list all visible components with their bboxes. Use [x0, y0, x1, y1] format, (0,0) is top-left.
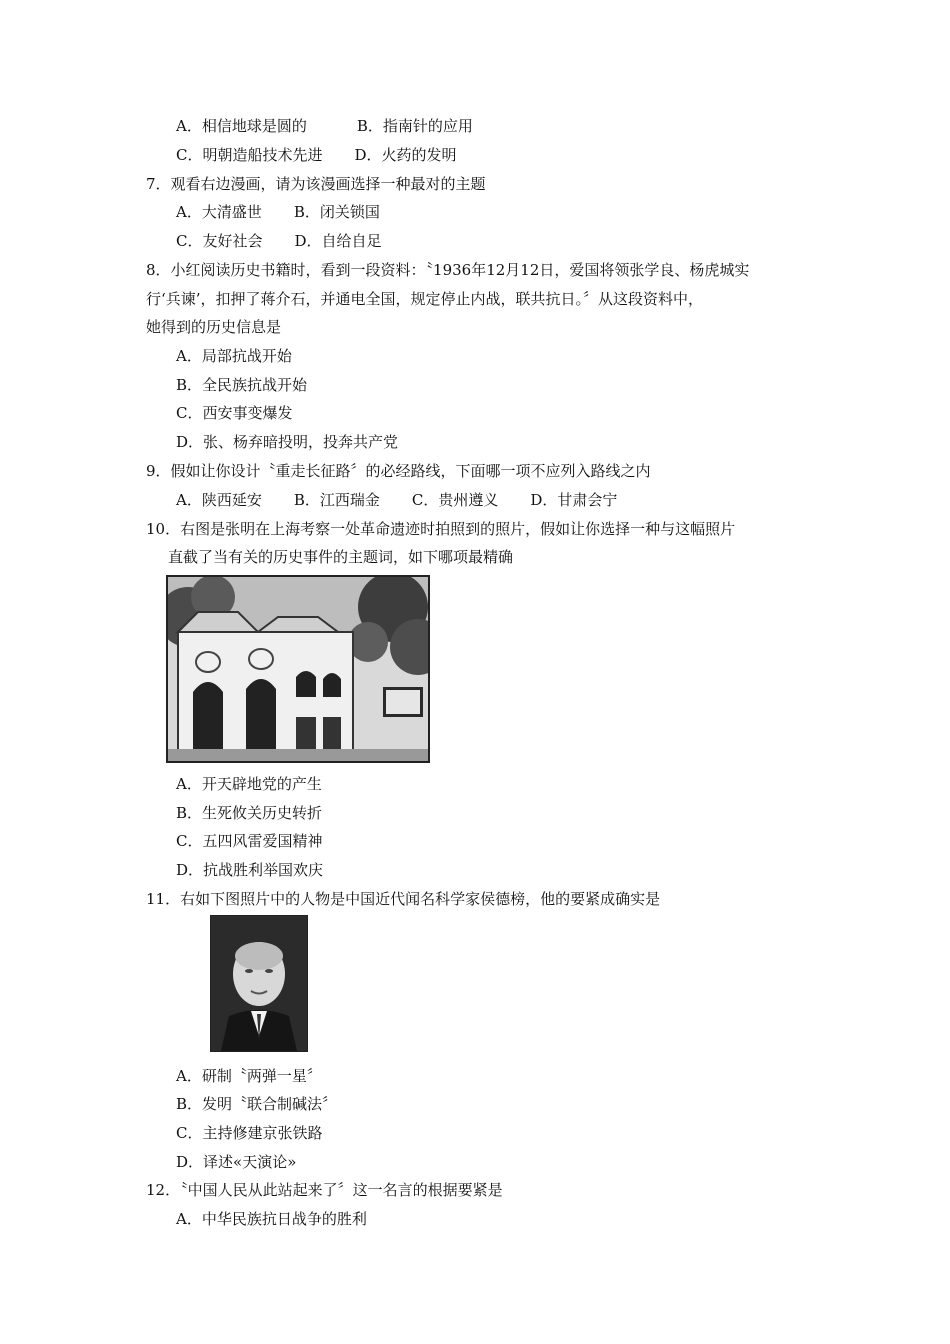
q6-option-c: C．明朝造船技术先进: [176, 146, 323, 164]
q9-option-a: A．陕西延安: [176, 491, 262, 509]
q8-stem-line-1: 8．小红阅读历史书籍时，看到一段资料：〝1936年12月12日，爱国将领张学良、杨虎城实: [146, 261, 750, 279]
q9-stem: 9．假如让你设计〝重走长征路〞的必经路线，下面哪一项不应列入路线之内: [146, 462, 651, 480]
q11-stem: 11．右如下图照片中的人物是中国近代闻名科学家侯德榜，他的要紧成确实是: [146, 890, 661, 908]
q10-option-b: B．生死攸关历史转折: [176, 804, 323, 822]
q6-option-a: A．相信地球是圆的: [176, 117, 307, 135]
q12-stem: 12．〝中国人民从此站起来了〞这一名言的根据要紧是: [146, 1181, 503, 1199]
q7-option-c: C．友好社会: [176, 232, 263, 250]
q11-option-c: C．主持修建京张铁路: [176, 1124, 323, 1142]
q9-option-c: C．贵州遵义: [411, 491, 499, 509]
q6-options-row-1: [176, 116, 473, 136]
q11-option-b: B．发明〝联合制碱法〞: [176, 1095, 338, 1113]
q7-option-d: D．自给自足: [294, 232, 382, 250]
q8-stem-line-2: 行‘兵谏’，扣押了蒋介石，并通电全国，规定停止内战，联共抗日。〞从这段资料中，: [146, 290, 704, 308]
q8-stem-line-3: 她得到的历史信息是: [146, 318, 282, 336]
q7-options-row-2: [176, 231, 382, 251]
q10-stem-line-2: 直截了当有关的历史事件的主题词，如下哪项最精确: [168, 548, 514, 566]
q7-option-b: B．闭关锁国: [293, 203, 380, 221]
q9-options-row: [176, 490, 617, 510]
q11-option-a: A．研制〝两弹一星〞: [176, 1067, 322, 1085]
portrait-photo: [210, 915, 308, 1052]
q10-stem-line-1: 10．右图是张明在上海考察一处革命遗迹时拍照到的照片，假如让你选择一种与这幅照片: [146, 520, 736, 538]
q10-option-a: A．开天辟地党的产生: [176, 775, 322, 793]
q11-option-d: D．译述«天演论»: [176, 1153, 297, 1171]
q7-options-row-1: [176, 202, 380, 222]
q6-options-row-2: [176, 145, 457, 165]
revolutionary-site-photo: [166, 575, 430, 763]
q6-option-b: B．指南针的应用: [356, 117, 473, 135]
q7-option-a: A．大清盛世: [176, 203, 262, 221]
q9-option-d: D．甘肃会宁: [530, 491, 618, 509]
q7-stem: 7．观看右边漫画，请为该漫画选择一种最对的主题: [146, 175, 486, 193]
building-illustration: [168, 577, 428, 761]
portrait-illustration: [211, 916, 307, 1051]
q8-option-a: A．局部抗战开始: [176, 347, 292, 365]
q6-option-d: D．火药的发明: [354, 146, 457, 164]
q8-option-d: D．张、杨弃暗投明，投奔共产党: [176, 433, 399, 451]
q8-option-b: B．全民族抗战开始: [176, 376, 308, 394]
q10-option-d: D．抗战胜利举国欢庆: [176, 861, 324, 879]
q10-option-c: C．五四风雷爱国精神: [176, 832, 323, 850]
q8-option-c: C．西安事变爆发: [176, 404, 293, 422]
q12-option-a: A．中华民族抗日战争的胜利: [176, 1210, 367, 1228]
q9-option-b: B．江西瑞金: [293, 491, 380, 509]
